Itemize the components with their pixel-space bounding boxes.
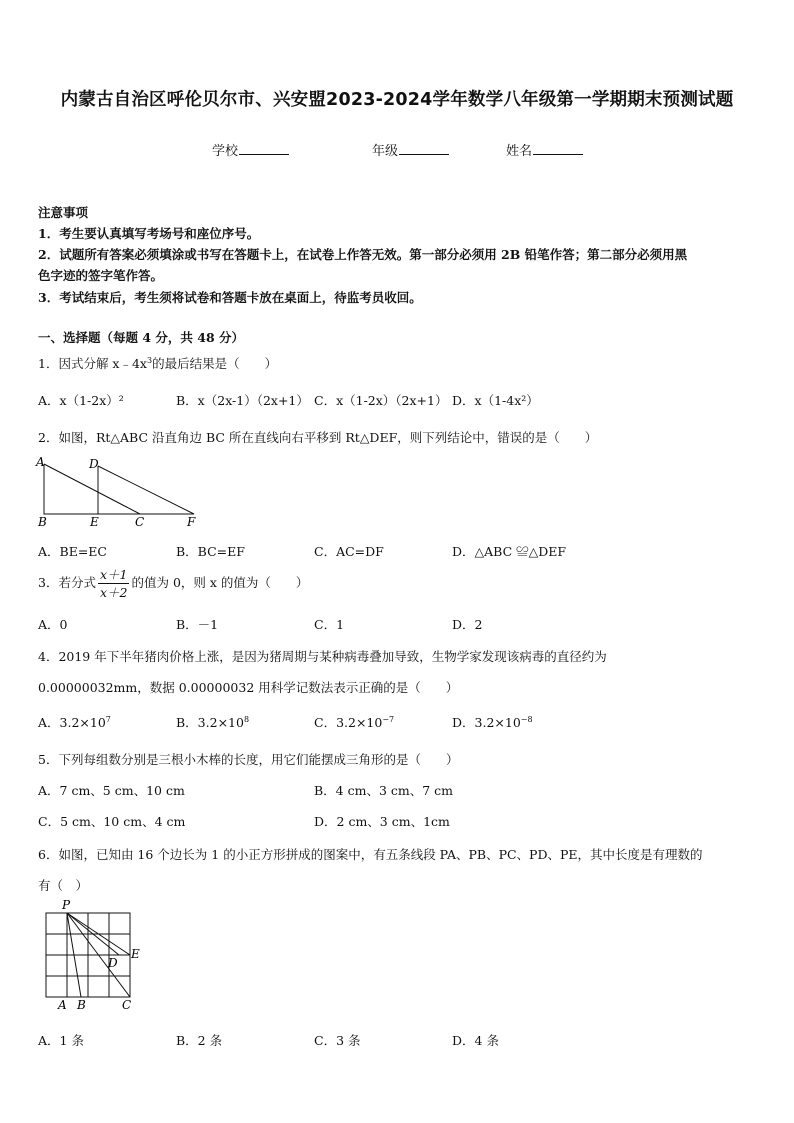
label-c: C [135,515,145,529]
grade-label: 年级 [372,144,399,159]
label-b: B [77,998,86,1012]
label-e: E [131,947,140,961]
q4-option-d [452,713,533,731]
q3-denominator: x＋2 [99,585,128,600]
q5-option-c: C．5 cm、10 cm、4 cm [38,814,186,829]
name-field [506,140,583,159]
label-d: D [108,956,118,970]
q2-option-a: A．BE=EC [38,544,108,559]
section-heading: 一、选择题（每题 4 分，共 48 分） [38,330,245,345]
q6-option-a: A．1 条 [38,1033,84,1048]
q3-fraction [98,566,130,601]
q4-option-b [176,713,249,731]
label-f: F [187,515,196,529]
q1-option-d: D．x（1-4x²） [452,393,539,408]
q1-stem [38,354,277,372]
label-d: D [89,457,99,471]
q6-stem-line2: 有（ ） [38,878,89,893]
q1-option-c: C．x（1-2x）（2x+1） [314,393,448,408]
q4-b-text: B．3.2×10 [176,715,244,730]
q6-grid-figure [36,897,146,1015]
q6-stem-line1: 6．如图，已知由 16 个边长为 1 的小正方形拼成的图案中，有五条线段 PA、PB、PC、PD、PE，其中长度是有理数的 [38,847,703,862]
q5-option-b: B．4 cm、3 cm、7 cm [314,783,454,798]
q4-d-text: D．3.2×10 [452,715,521,730]
q5-option-a: A．7 cm、5 cm、10 cm [38,783,185,798]
q3-stem [38,566,308,601]
q2-option-d: D．△ABC ≌△DEF [452,544,567,559]
grade-field [372,140,449,159]
q4-a-sup: 7 [105,714,111,724]
q4-stem-line1: 4．2019 年下半年猪肉价格上涨，是因为猪周期与某种病毒叠加导致，生物学家发现该病毒的直径约为 [38,649,607,664]
q2-option-c: C．AC=DF [314,544,384,559]
q3-stem-text: 3．若分式 [38,575,96,590]
label-b: B [38,515,47,529]
q3-option-b: B．－1 [176,617,219,632]
name-blank [533,142,583,155]
q4-option-c [314,713,394,731]
q3-stem-text2: 的值为 0，则 x 的值为（ ） [131,575,309,590]
q6-option-b: B．2 条 [176,1033,223,1048]
q4-d-sup: −8 [520,714,533,724]
q5-option-d: D．2 cm、3 cm、1cm [314,814,450,829]
q4-a-text: A．3.2×10 [38,715,106,730]
triangle-abc [44,464,140,514]
school-blank [239,142,289,155]
note-2: 2．试题所有答案必须填涂或书写在答题卡上，在试卷上作答无效。第一部分必须用 2B 铅笔作答；第二部分必须用黑 [38,247,688,262]
q1-stem-text2: 的最后结果是（ ） [152,356,278,371]
q4-c-sup: −7 [382,714,395,724]
q1-option-b: B．x（2x-1）（2x+1） [176,393,309,408]
q4-b-sup: 8 [243,714,250,724]
school-field [212,140,289,159]
q3-option-a: A．0 [38,617,68,632]
page-title: 内蒙古自治区呼伦贝尔市、兴安盟2023-2024学年数学八年级第一学期期末预测试题 [60,90,734,110]
note-2-cont: 色字迹的签字笔作答。 [38,268,164,283]
q1-stem-sup: 3 [146,355,153,365]
q4-c-text: C．3.2×10 [314,715,383,730]
q2-option-b: B．BC=EF [176,544,245,559]
grid [46,913,130,997]
label-a: A [58,998,67,1012]
q6-option-c: C．3 条 [314,1033,361,1048]
grade-blank [399,142,449,155]
triangle-def [98,466,194,514]
q3-numerator: x＋1 [99,567,128,582]
q2-stem: 2．如图，Rt△ABC 沿直角边 BC 所在直线向右平移到 Rt△DEF，则下列结论中，错误的是（ ） [38,430,598,445]
notes-heading: 注意事项 [38,205,89,220]
q3-option-c: C．1 [314,617,345,632]
q1-stem-text: 1．因式分解 x﹣4x [38,356,147,371]
note-3: 3．考试结束后，考生须将试卷和答题卡放在桌面上，待监考员收回。 [38,290,422,305]
q2-figure [34,452,204,530]
q4-stem-line2: 0.00000032mm，数据 0.00000032 用科学记数法表示正确的是（ ） [38,680,459,695]
label-c: C [122,998,132,1012]
q1-option-a: A．x（1-2x）² [38,393,124,408]
q3-option-d: D．2 [452,617,483,632]
label-e: E [90,515,99,529]
q6-option-d: D．4 条 [452,1033,499,1048]
name-label: 姓名 [506,144,533,159]
q5-stem: 5．下列每组数分别是三根小木棒的长度，用它们能摆成三角形的是（ ） [38,752,459,767]
school-label: 学校 [212,144,239,159]
q4-option-a [38,713,111,731]
note-1: 1．考生要认真填写考场号和座位序号。 [38,226,260,241]
label-a: A [36,455,45,469]
label-p: P [62,898,71,912]
